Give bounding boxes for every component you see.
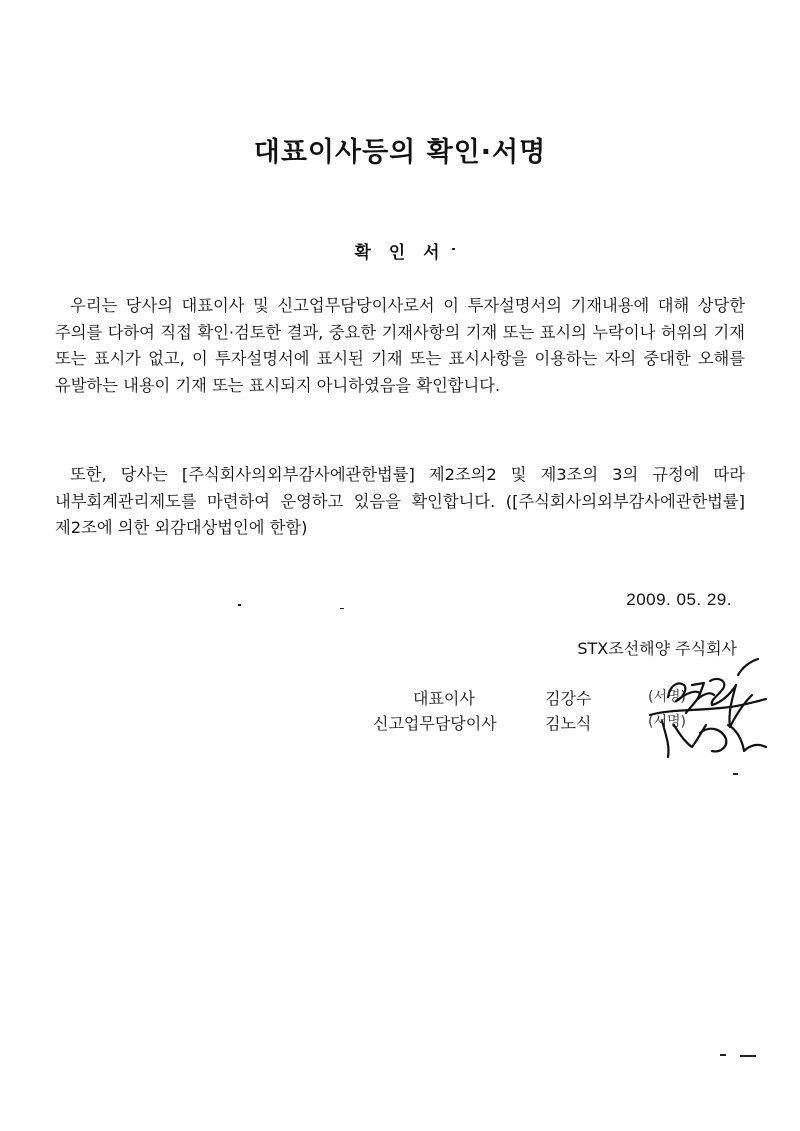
scan-speck	[238, 604, 241, 606]
scan-speck	[452, 248, 455, 250]
signer-role: 대표이사	[413, 689, 475, 708]
scan-speck	[720, 1054, 726, 1056]
document-subtitle: 확 인 서	[354, 243, 446, 263]
signer-name: 김노식	[545, 714, 592, 733]
scan-speck	[733, 773, 738, 775]
document-title: 대표이사등의 확인·서명	[253, 137, 547, 168]
scan-speck	[340, 608, 344, 609]
internal-control-paragraph: 또한, 당사는 [주식회사의외부감사에관한법률] 제2조의2 및 제3조의 3의 규정에 따라 내부회계관리제도를 마련하여 운영하고 있음을 확인합니다. ([주식회사의외부감사에관한법률] 제2조에 의한 외감대상법인에 한함)	[55, 465, 745, 537]
signature-placeholder: (서명)	[648, 714, 686, 730]
signature-placeholder: (서명)	[648, 689, 686, 705]
handwritten-signature	[640, 655, 770, 765]
signer-role: 신고업무담당이사	[373, 714, 497, 733]
company-name: STX조선해양 주식회사	[577, 639, 737, 658]
scan-speck	[740, 1055, 756, 1057]
signer-name: 김강수	[545, 689, 592, 708]
signing-date: 2009. 05. 29.	[626, 590, 732, 609]
confirmation-paragraph: 우리는 당사의 대표이사 및 신고업무담당이사로서 이 투자설명서의 기재내용에 대해 상당한 주의를 다하여 직접 확인·검토한 결과, 중요한 기재사항의 기재 또는 표시의 누락이나 허위의 기재 또는 표시가 없고, 이 투자설명서에 표시된 기재 또는 표시사항을 이용하는 자의 중대한 오해를 유발하는 내용이 기재 또는 표시되지 아니하였음을 확인합니다.	[55, 296, 745, 395]
